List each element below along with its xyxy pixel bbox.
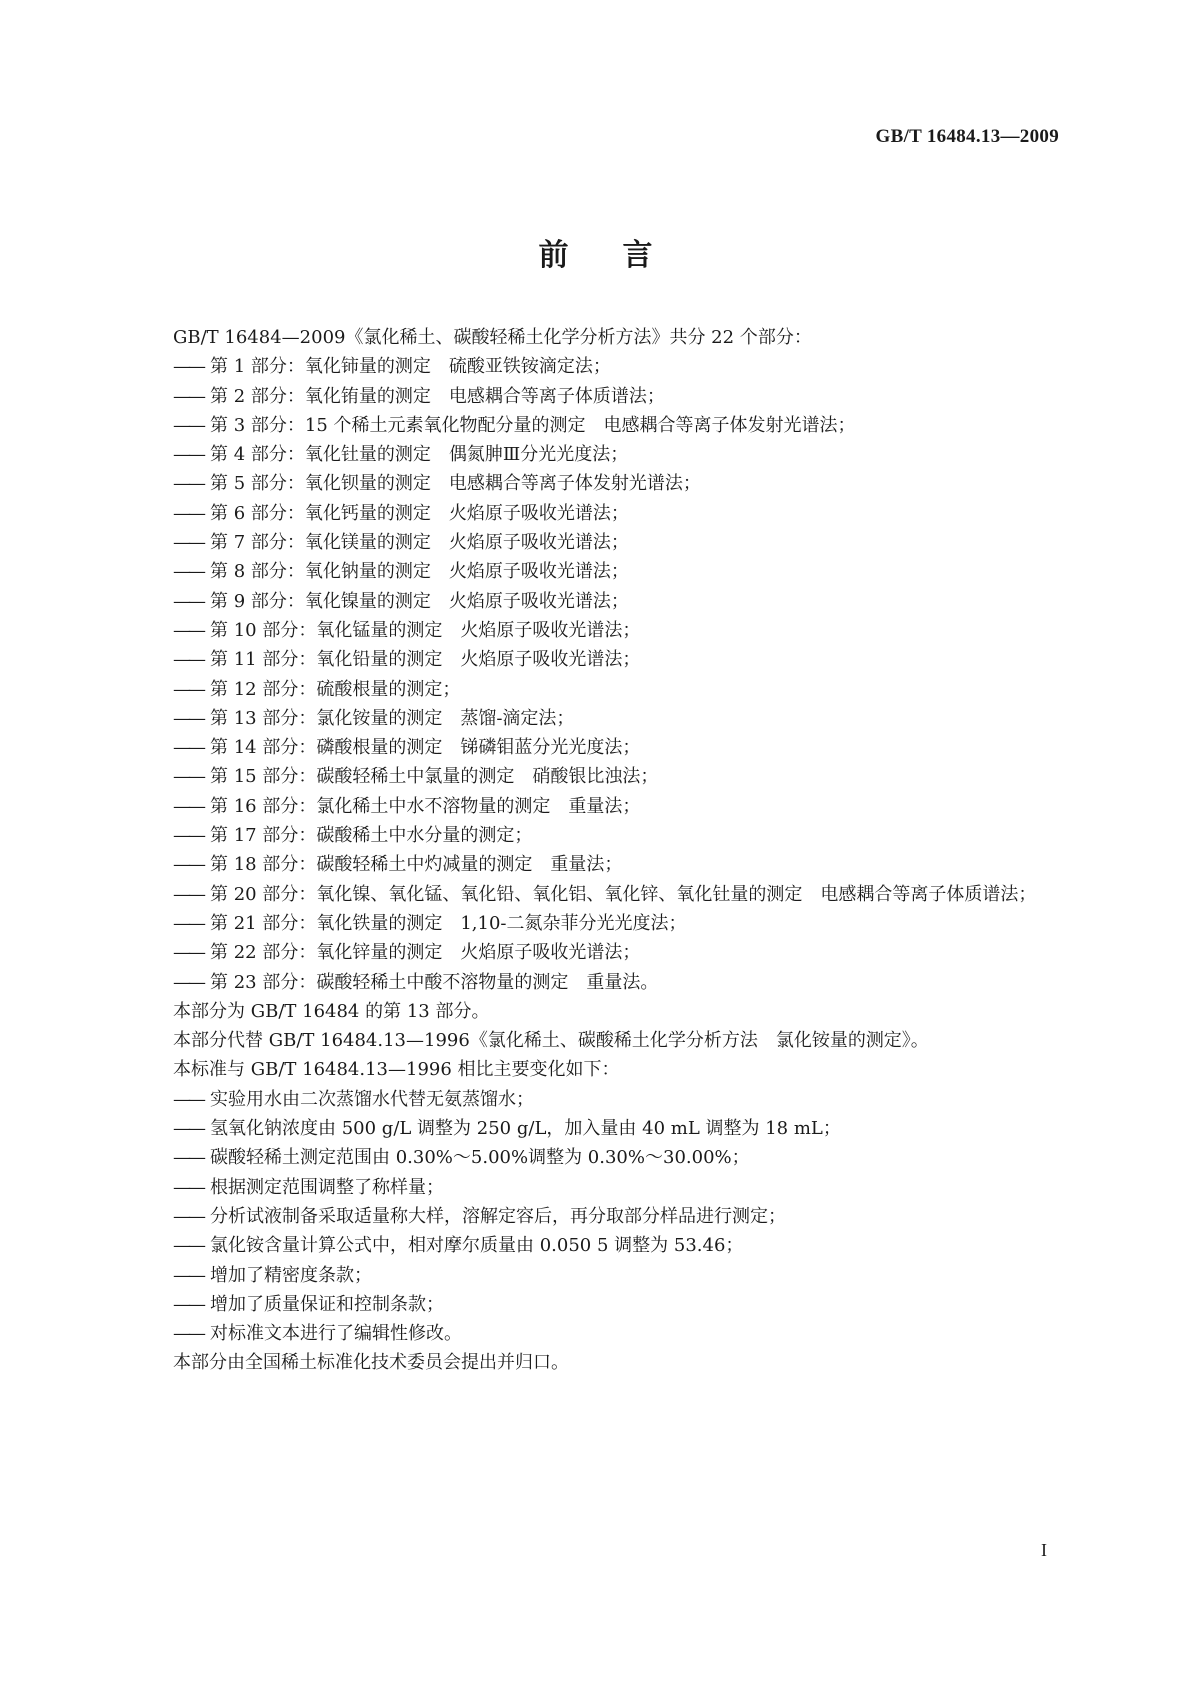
list-item [173, 762, 1063, 791]
list-item [173, 1202, 1063, 1231]
list-item [173, 352, 1063, 381]
list-item [173, 792, 1063, 821]
list-item [173, 645, 1063, 674]
list-item [173, 704, 1063, 733]
list-item-text: 第 22 部分：氧化锌量的测定 火焰原子吸收光谱法； [210, 942, 641, 964]
list-item-text: 第 3 部分：15 个稀土元素氧化物配分量的测定 电感耦合等离子体发射光谱法； [210, 414, 856, 436]
list-item [173, 968, 1063, 997]
dash-marker: —— [173, 942, 203, 964]
closing-statement: 本部分由全国稀土标准化技术委员会提出并归口。 [173, 1352, 569, 1374]
list-item [173, 821, 1063, 850]
document-body [173, 323, 1063, 1378]
dash-marker: —— [173, 444, 203, 466]
list-item [173, 938, 1063, 967]
dash-marker: —— [173, 1205, 203, 1227]
list-item-text: 第 16 部分：氯化稀土中水不溶物量的测定 重量法； [210, 795, 641, 817]
list-item [173, 909, 1063, 938]
list-item-text: 对标准文本进行了编辑性修改。 [210, 1323, 462, 1345]
dash-marker: —— [173, 825, 203, 847]
list-item-text: 第 14 部分：磷酸根量的测定 锑磷钼蓝分光光度法； [210, 737, 641, 759]
list-item [173, 587, 1063, 616]
list-item-text: 第 10 部分：氧化锰量的测定 火焰原子吸收光谱法； [210, 619, 641, 641]
list-item [173, 1143, 1063, 1172]
dash-marker: —— [173, 1293, 203, 1315]
statement-replaces: 本部分代替 GB/T 16484.13—1996《氯化稀土、碳酸稀土化学分析方法 氯化铵量的测定》。 [173, 1030, 929, 1052]
list-item-text: 第 9 部分：氧化镍量的测定 火焰原子吸收光谱法； [210, 590, 629, 612]
dash-marker: —— [173, 854, 203, 876]
list-item-text: 分析试液制备采取适量称大样，溶解定容后，再分取部分样品进行测定； [210, 1205, 786, 1227]
list-item [173, 733, 1063, 762]
list-item-text: 第 6 部分：氧化钙量的测定 火焰原子吸收光谱法； [210, 502, 629, 524]
dash-marker: —— [173, 473, 203, 495]
dash-marker: —— [173, 1176, 203, 1198]
list-item-text: 第 11 部分：氧化铅量的测定 火焰原子吸收光谱法； [210, 649, 641, 671]
list-item [173, 675, 1063, 704]
list-item [173, 880, 1063, 909]
list-item [173, 1114, 1063, 1143]
dash-marker: —— [173, 678, 203, 700]
dash-marker: —— [173, 766, 203, 788]
dash-marker: —— [173, 912, 203, 934]
list-item-text: 第 23 部分：碳酸轻稀土中酸不溶物量的测定 重量法。 [210, 971, 659, 993]
list-item-text: 第 12 部分：硫酸根量的测定； [210, 678, 461, 700]
page-title: 前言 [538, 238, 707, 273]
list-item-text: 氯化铵含量计算公式中，相对摩尔质量由 0.050 5 调整为 53.46； [210, 1235, 744, 1257]
list-item [173, 850, 1063, 879]
list-item-text: 第 18 部分：碳酸轻稀土中灼减量的测定 重量法； [210, 854, 623, 876]
list-item-text: 碳酸轻稀土测定范围由 0.30%～5.00%调整为 0.30%～30.00%； [210, 1147, 750, 1169]
dash-marker: —— [173, 737, 203, 759]
list-item-text: 第 15 部分：碳酸轻稀土中氯量的测定 硝酸银比浊法； [210, 766, 659, 788]
list-item [173, 469, 1063, 498]
dash-marker: —— [173, 385, 203, 407]
list-item [173, 440, 1063, 469]
dash-marker: —— [173, 414, 203, 436]
list-item [173, 557, 1063, 586]
list-item-text: 第 20 部分：氧化镍、氧化锰、氧化铅、氧化铝、氧化锌、氧化钍量的测定 电感耦合等离子体质谱法； [210, 883, 1037, 905]
standard-code: GB/T 16484.13—2009 [875, 126, 1059, 147]
dash-marker: —— [173, 795, 203, 817]
dash-marker: —— [173, 883, 203, 905]
list-item-text: 第 13 部分：氯化铵量的测定 蒸馏-滴定法； [210, 707, 575, 729]
list-item [173, 1261, 1063, 1290]
list-item [173, 616, 1063, 645]
dash-marker: —— [173, 590, 203, 612]
dash-marker: —— [173, 649, 203, 671]
dash-marker: —— [173, 1323, 203, 1345]
list-item-text: 第 2 部分：氧化铕量的测定 电感耦合等离子体质谱法； [210, 385, 665, 407]
list-item [173, 1173, 1063, 1202]
dash-marker: —— [173, 971, 203, 993]
list-item [173, 499, 1063, 528]
intro-paragraph: GB/T 16484—2009《氯化稀土、碳酸轻稀土化学分析方法》共分 22 个部分： [173, 327, 812, 348]
list-item-text: 根据测定范围调整了称样量； [210, 1176, 444, 1198]
page-number: I [1041, 1540, 1047, 1560]
list-item-text: 第 5 部分：氧化钡量的测定 电感耦合等离子体发射光谱法； [210, 473, 701, 495]
dash-marker: —— [173, 1088, 203, 1110]
dash-marker: —— [173, 1147, 203, 1169]
list-item [173, 528, 1063, 557]
list-item-text: 第 8 部分：氧化钠量的测定 火焰原子吸收光谱法； [210, 561, 629, 583]
dash-marker: —— [173, 707, 203, 729]
changes-list [173, 1085, 1063, 1349]
list-item [173, 1290, 1063, 1319]
list-item-text: 第 7 部分：氧化镁量的测定 火焰原子吸收光谱法； [210, 532, 629, 554]
list-item [173, 1085, 1063, 1114]
dash-marker: —— [173, 1235, 203, 1257]
dash-marker: —— [173, 619, 203, 641]
list-item-text: 第 17 部分：碳酸稀土中水分量的测定； [210, 825, 533, 847]
dash-marker: —— [173, 561, 203, 583]
list-item-text: 第 21 部分：氧化铁量的测定 1,10-二氮杂菲分光光度法； [210, 912, 687, 934]
list-item-text: 增加了质量保证和控制条款； [210, 1293, 444, 1315]
list-item [173, 382, 1063, 411]
dash-marker: —— [173, 356, 203, 378]
list-item [173, 411, 1063, 440]
statement-part: 本部分为 GB/T 16484 的第 13 部分。 [173, 1000, 490, 1022]
dash-marker: —— [173, 502, 203, 524]
list-item [173, 1231, 1063, 1260]
list-item-text: 第 4 部分：氧化钍量的测定 偶氮胂Ⅲ分光光度法； [210, 444, 629, 466]
list-item-text: 增加了精密度条款； [210, 1264, 372, 1286]
dash-marker: —— [173, 1118, 203, 1140]
dash-marker: —— [173, 532, 203, 554]
changes-intro: 本标准与 GB/T 16484.13—1996 相比主要变化如下： [173, 1059, 620, 1081]
list-item-text: 第 1 部分：氧化铈量的测定 硫酸亚铁铵滴定法； [210, 356, 611, 378]
list-item-text: 氢氧化钠浓度由 500 g/L 调整为 250 g/L，加入量由 40 mL 调整为 18 mL； [210, 1118, 841, 1140]
parts-list [173, 352, 1063, 997]
dash-marker: —— [173, 1264, 203, 1286]
list-item [173, 1319, 1063, 1348]
list-item-text: 实验用水由二次蒸馏水代替无氨蒸馏水； [210, 1088, 534, 1110]
